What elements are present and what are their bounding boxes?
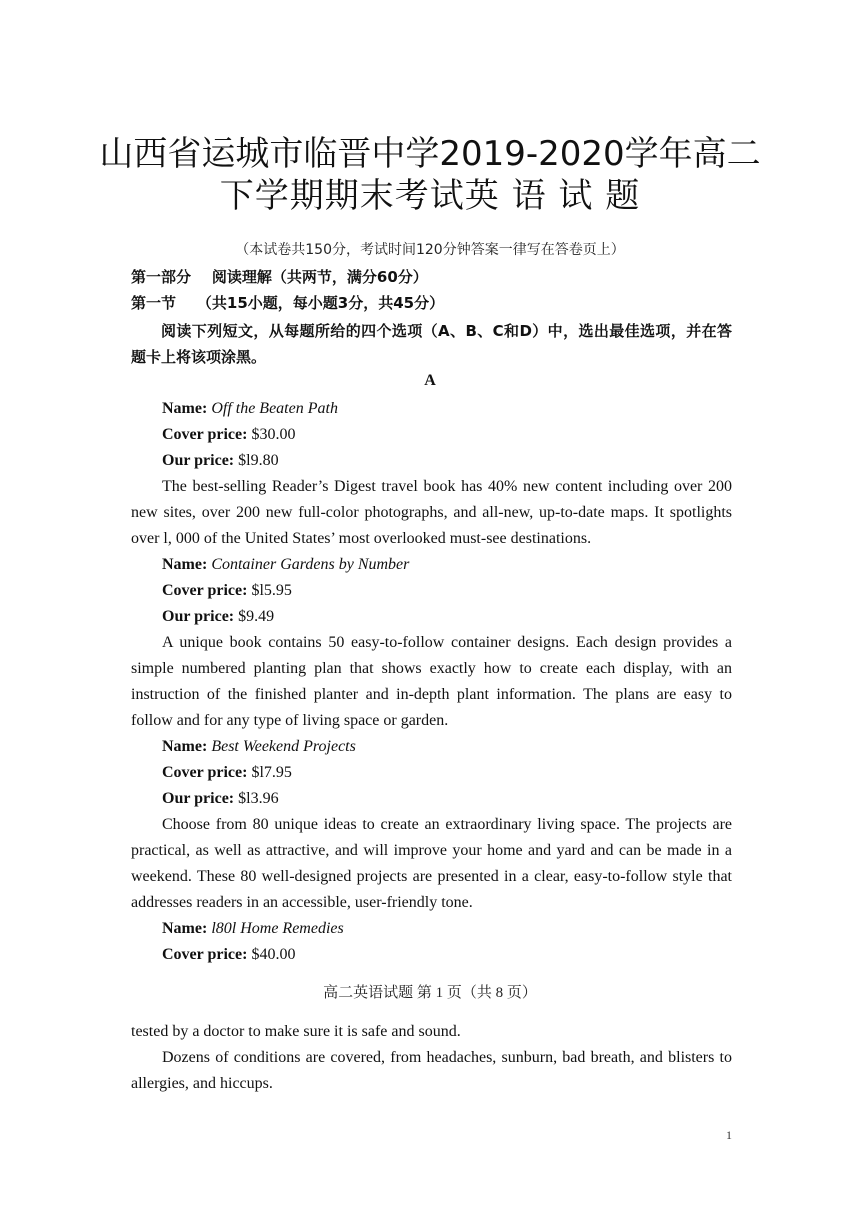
- section-one-header: 第一节 （共15小题，每小题3分，共45分）: [131, 294, 445, 312]
- our-price-row: [131, 786, 732, 812]
- page-number: 1: [726, 1128, 732, 1142]
- name-label: Name:: [162, 738, 208, 755]
- cover-price-value: $30.00: [251, 426, 296, 443]
- continued-paragraph: Dozens of conditions are covered, from headaches, sunburn, bad breath, and blisters to allergies, and hiccups.: [131, 1049, 732, 1092]
- our-price-label: Our price:: [162, 790, 235, 807]
- exam-title-line-2: 下学期期末考试英 语 试 题: [219, 176, 641, 216]
- cover-price-label: Cover price:: [162, 946, 248, 963]
- our-price-label: Our price:: [162, 452, 235, 469]
- book-title: Best Weekend Projects: [211, 738, 356, 755]
- continued-text: [131, 1019, 732, 1097]
- cover-price-row: [131, 760, 732, 786]
- book-title: Container Gardens by Number: [211, 556, 410, 573]
- cover-price-label: Cover price:: [162, 764, 248, 781]
- book-name-row: [131, 734, 732, 760]
- passage-label: A: [424, 372, 436, 389]
- cover-price-row: [131, 942, 732, 968]
- book-description: The best-selling Reader’s Digest travel book has 40% new content including over 200 new sites, over 200 new full-color photographs, and all-new, up-to-date maps. It spotlights over l, 000 of the United States’ most overlooked must-see destinations.: [131, 478, 732, 547]
- page-footer: 高二英语试题 第 1 页（共 8 页）: [323, 985, 537, 1001]
- cover-price-row: [131, 422, 732, 448]
- our-price-value: $9.49: [238, 608, 275, 625]
- continued-line: tested by a doctor to make sure it is safe and sound.: [131, 1023, 461, 1040]
- name-label: Name:: [162, 920, 208, 937]
- our-price-label: Our price:: [162, 608, 235, 625]
- book-name-row: [131, 552, 732, 578]
- book-name-row: [131, 916, 732, 942]
- book-description: Choose from 80 unique ideas to create an extraordinary living space. The projects are practical, as well as attractive, and will improve your home and yard and can be made in a weekend. These 80 well-designed projects are presented in a clear, easy-to-follow style that addresses readers in an accessible, user-friendly tone.: [131, 816, 732, 911]
- exam-subtitle: （本试卷共150分，考试时间120分钟答案一律写在答卷页上）: [235, 242, 625, 258]
- book-name-row: [131, 396, 732, 422]
- passage-body: [131, 396, 732, 968]
- book-description: A unique book contains 50 easy-to-follow container designs. Each design provides a simple numbered planting plan that shows exactly how to create each display, with an instruction of the finished planter and in-depth plant information. The plans are easy to follow and for any type of living space or garden.: [131, 634, 732, 729]
- our-price-value: $l9.80: [238, 452, 279, 469]
- part-one-header: 第一部分 阅读理解（共两节，满分60分）: [131, 268, 428, 286]
- our-price-value: $l3.96: [238, 790, 279, 807]
- book-title: Off the Beaten Path: [211, 400, 338, 417]
- our-price-row: [131, 448, 732, 474]
- cover-price-value: $l7.95: [251, 764, 292, 781]
- exam-title-line-1: 山西省运城市临晋中学2019-2020学年高二: [99, 134, 761, 174]
- cover-price-value: $l5.95: [251, 582, 292, 599]
- cover-price-label: Cover price:: [162, 426, 248, 443]
- cover-price-label: Cover price:: [162, 582, 248, 599]
- cover-price-value: $40.00: [251, 946, 296, 963]
- book-title: l80l Home Remedies: [211, 920, 344, 937]
- reading-instructions: 阅读下列短文，从每题所给的四个选项（A、B、C和D）中，选出最佳选项，并在答题卡上将该项涂黑。: [131, 322, 732, 366]
- our-price-row: [131, 604, 732, 630]
- name-label: Name:: [162, 400, 208, 417]
- name-label: Name:: [162, 556, 208, 573]
- cover-price-row: [131, 578, 732, 604]
